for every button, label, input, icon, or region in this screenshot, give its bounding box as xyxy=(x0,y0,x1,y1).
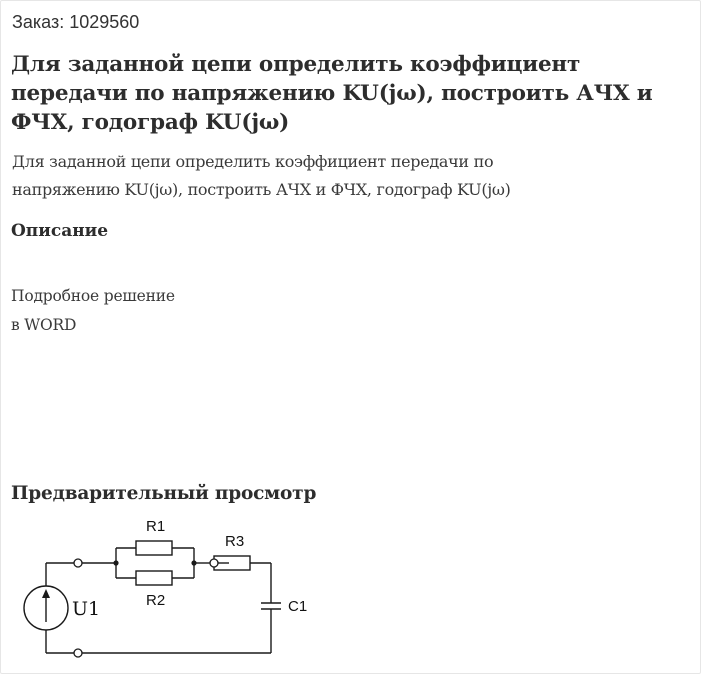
r3-label: R3 xyxy=(225,533,245,550)
page-title xyxy=(11,50,691,137)
r2-label: R2 xyxy=(146,592,166,609)
terminal xyxy=(74,649,82,657)
description-line: Подробное решение xyxy=(11,287,175,305)
circuit-preview-image[interactable] xyxy=(1,506,331,671)
description-line: в WORD xyxy=(11,316,77,334)
task-summary-line: напряжению KU(jω), построить АЧХ и ФЧХ, годограф KU(jω) xyxy=(12,180,511,199)
page-title-line: передачи по напряжению KU(jω), построить АЧХ и xyxy=(11,81,653,106)
r1-label: R1 xyxy=(146,518,166,535)
terminal xyxy=(210,559,218,567)
resistor-r1 xyxy=(136,541,172,555)
u1-label: U1 xyxy=(72,598,101,620)
junction-dot xyxy=(113,560,118,565)
task-summary xyxy=(12,148,692,204)
page-title-line: ФЧХ, годограф KU(jω) xyxy=(11,110,290,135)
order-number: Заказ: 1029560 xyxy=(12,12,140,32)
task-summary-line: Для заданной цепи определить коэффициент передачи по xyxy=(12,152,494,171)
preview-heading: Предварительный просмотр xyxy=(11,483,317,504)
source-arrow-head xyxy=(42,589,50,598)
page-title-line: Для заданной цепи определить коэффициент xyxy=(11,52,581,77)
description-body xyxy=(11,282,175,340)
description-heading: Описание xyxy=(11,221,109,241)
circuit-diagram xyxy=(1,506,331,671)
junction-dot xyxy=(191,560,196,565)
resistor-r2 xyxy=(136,571,172,585)
c1-label: C1 xyxy=(288,598,308,615)
terminal xyxy=(74,559,82,567)
